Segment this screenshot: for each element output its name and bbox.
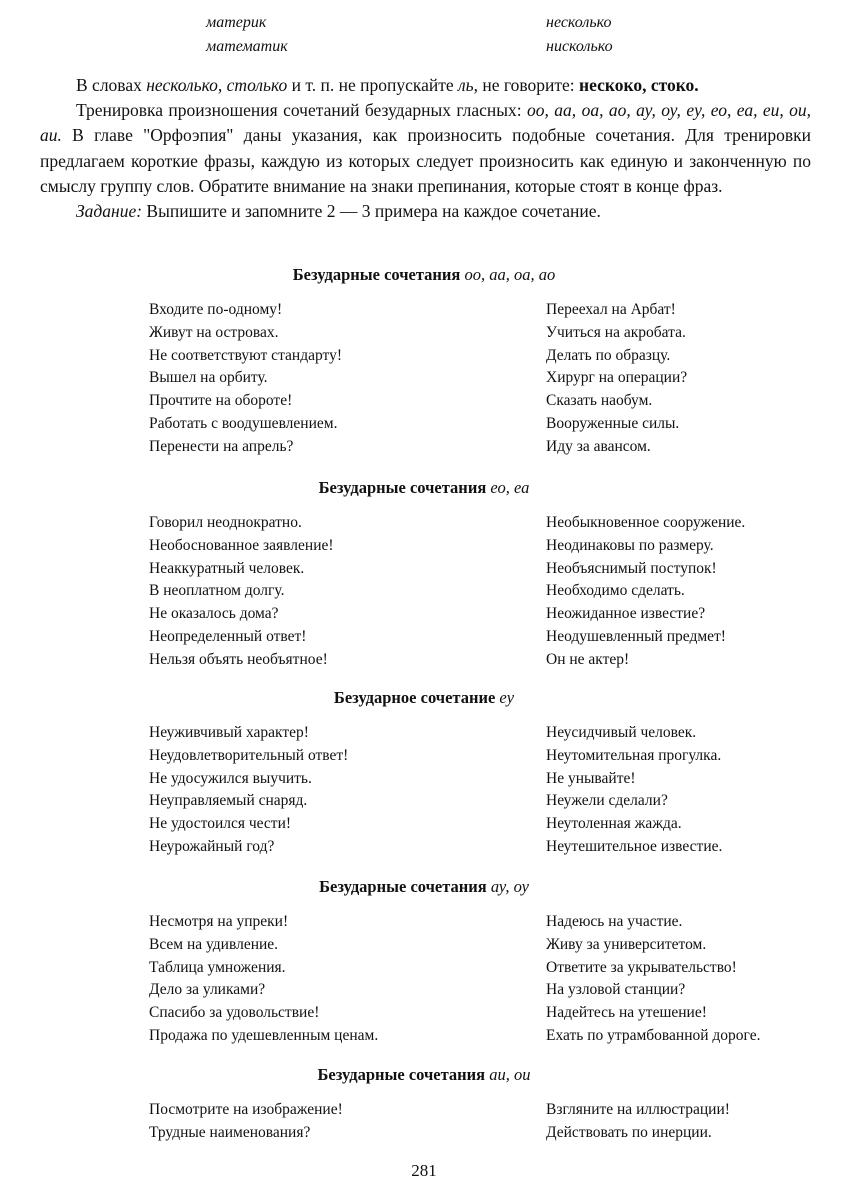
phrase-line: Вышел на орбиту. bbox=[149, 369, 268, 387]
phrase-line: Неудовлетворительный ответ! bbox=[149, 746, 349, 764]
phrase-line: Посмотрите на изображение! bbox=[149, 1101, 343, 1118]
section-title-text: Безударные сочетания bbox=[318, 478, 487, 497]
text-run-italic: несколько, столько bbox=[146, 75, 288, 95]
exercise-section bbox=[0, 686, 848, 855]
phrase-line: Работать с воодушевлением. bbox=[149, 414, 338, 432]
phrase-line: Продажа по удешевленным ценам. bbox=[149, 1026, 379, 1044]
phrase-line: Таблица умножения. bbox=[149, 958, 286, 976]
phrase-column-right bbox=[546, 1099, 836, 1145]
phrase-line: Говорил неоднократно. bbox=[149, 514, 302, 531]
word-right: несколько bbox=[546, 14, 612, 31]
phrase-line: Прочтите на обороте! bbox=[149, 392, 293, 410]
section-title-vowels: ау, оу bbox=[490, 877, 529, 896]
phrase-line: Живут на островах. bbox=[149, 323, 279, 341]
text-run-italic: оо, аа, оа, ао, ау, оу, еу, ео, еа, еи, ои, аи. bbox=[40, 100, 811, 146]
text-run: , не говорите: bbox=[473, 75, 580, 95]
phrase-line: Неурожайный год? bbox=[149, 837, 275, 855]
exercise-section bbox=[0, 476, 848, 668]
phrase-line: Необъяснимый поступок! bbox=[546, 559, 717, 577]
phrase-line: Хирург на операции? bbox=[546, 369, 688, 387]
paragraph-pronunciation-rule bbox=[40, 73, 811, 98]
phrase-line: Ехать по утрамбованной дороге. bbox=[546, 1026, 761, 1044]
phrase-line: Делать по образцу. bbox=[546, 346, 671, 364]
phrase-line: Взгляните на иллюстрации! bbox=[546, 1101, 730, 1118]
phrase-line: Не удосужился выучить. bbox=[149, 769, 312, 787]
phrase-line: Неаккуратный человек. bbox=[149, 559, 305, 577]
phrase-line: Входите по-одному! bbox=[149, 301, 283, 318]
phrase-line: В неоплатном долгу. bbox=[149, 582, 285, 600]
phrase-line: Иду за авансом. bbox=[546, 437, 651, 455]
section-title-vowels: аи, ои bbox=[489, 1065, 531, 1084]
phrase-line: Не соответствуют стандарту! bbox=[149, 346, 342, 364]
task-label: Задание: bbox=[76, 201, 143, 222]
phrase-line: Необоснованное заявление! bbox=[149, 536, 334, 554]
section-title-text: Безударные сочетания bbox=[317, 1065, 486, 1084]
paragraph-task bbox=[40, 199, 811, 224]
section-title-vowels: оо, аа, оа, ао bbox=[464, 265, 556, 284]
phrase-line: Неутомительная прогулка. bbox=[546, 746, 722, 764]
phrase-line: Всем на удивление. bbox=[149, 935, 279, 953]
phrase-line: Живу за университетом. bbox=[546, 935, 707, 953]
phrase-line: Надеюсь на участие. bbox=[546, 913, 683, 930]
phrase-line: Дело за уликами? bbox=[149, 981, 266, 999]
phrase-line: Неутоленная жажда. bbox=[546, 815, 682, 833]
phrase-line: На узловой станции? bbox=[546, 981, 686, 999]
phrase-line: Не унывайте! bbox=[546, 769, 636, 787]
phrase-line: Надейтесь на утешение! bbox=[546, 1004, 707, 1022]
paragraph-training bbox=[40, 98, 811, 199]
phrase-line: Не оказалось дома? bbox=[149, 605, 279, 623]
phrase-line: Неусидчивый человек. bbox=[546, 724, 697, 741]
phrase-column-right bbox=[546, 911, 836, 1048]
exercise-section bbox=[0, 1063, 848, 1141]
phrase-line: Не удостоился чести! bbox=[149, 815, 292, 833]
phrase-column-right bbox=[546, 512, 836, 672]
section-title bbox=[0, 263, 848, 287]
phrase-line: Переехал на Арбат! bbox=[546, 301, 676, 318]
phrase-line: Необыкновенное сооружение. bbox=[546, 514, 746, 531]
phrase-column-left bbox=[149, 512, 529, 672]
text-run-bold: нескоко, стоко. bbox=[579, 75, 699, 95]
phrase-column-left bbox=[149, 911, 529, 1048]
section-title-text: Безударные сочетания bbox=[292, 265, 461, 284]
phrase-column-right bbox=[546, 299, 836, 459]
phrase-line: Ответите за укрывательство! bbox=[546, 958, 737, 976]
text-run: Выпишите и запомните 2 — 3 примера на каждое сочетание. bbox=[142, 201, 601, 222]
word-pair-row bbox=[0, 38, 848, 62]
phrase-column-right bbox=[546, 722, 836, 859]
phrase-line: Неодушевленный предмет! bbox=[546, 627, 726, 645]
phrase-line: Действовать по инерции. bbox=[546, 1123, 712, 1141]
section-title-vowels: ео, еа bbox=[490, 478, 530, 497]
page-number: 281 bbox=[411, 1161, 437, 1180]
section-title bbox=[0, 875, 848, 899]
text-run: Тренировка произношения сочетаний безударных гласных: bbox=[76, 100, 528, 121]
phrase-line: Неожиданное известие? bbox=[546, 605, 706, 623]
intro-text bbox=[40, 73, 811, 224]
phrase-line: Учиться на акробата. bbox=[546, 323, 686, 341]
phrase-line: Неуживчивый характер! bbox=[149, 724, 309, 741]
exercise-section bbox=[0, 875, 848, 1044]
phrase-line: Несмотря на упреки! bbox=[149, 913, 289, 930]
word-left: математик bbox=[206, 38, 288, 55]
phrase-line: Трудные наименования? bbox=[149, 1123, 311, 1141]
section-title-text: Безударное сочетание bbox=[333, 688, 496, 707]
phrase-column-left bbox=[149, 1099, 529, 1145]
word-right: нисколько bbox=[546, 38, 613, 55]
text-run: и т. п. не пропускайте bbox=[287, 75, 458, 95]
phrase-line: Спасибо за удовольствие! bbox=[149, 1004, 320, 1022]
phrase-line: Сказать наобум. bbox=[546, 392, 653, 410]
phrase-column-left bbox=[149, 299, 529, 459]
section-title bbox=[0, 476, 848, 500]
section-title-vowels: еу bbox=[499, 688, 515, 707]
phrase-line: Неуправляемый снаряд. bbox=[149, 792, 308, 810]
word-pair-row bbox=[0, 14, 848, 38]
phrase-line: Неопределенный ответ! bbox=[149, 627, 307, 645]
top-word-pairs bbox=[0, 14, 848, 62]
word-left: материк bbox=[206, 14, 267, 31]
phrase-line: Неутешительное известие. bbox=[546, 837, 723, 855]
phrase-line: Перенести на апрель? bbox=[149, 437, 294, 455]
phrase-line: Неодинаковы по размеру. bbox=[546, 536, 714, 554]
text-run: В словах bbox=[76, 75, 147, 95]
section-title bbox=[0, 1063, 848, 1087]
text-run: В главе "Орфоэпия" даны указания, как произносить подобные сочетания. Для тренировки предлагаем короткие фразы, каждую из которых следует произносить как единую и законченную по смыслу группу слов. Обратите внимание на знаки препинания, которые стоят в конце фраз. bbox=[40, 125, 811, 196]
exercise-section bbox=[0, 263, 848, 455]
phrase-line: Вооруженные силы. bbox=[546, 414, 680, 432]
phrase-column-left bbox=[149, 722, 529, 859]
phrase-line: Неужели сделали? bbox=[546, 792, 668, 810]
phrase-line: Нельзя объять необъятное! bbox=[149, 650, 328, 668]
phrase-line: Необходимо сделать. bbox=[546, 582, 685, 600]
phrase-line: Он не актер! bbox=[546, 650, 630, 668]
text-run-italic: ль bbox=[458, 75, 474, 95]
section-title bbox=[0, 686, 848, 710]
section-title-text: Безударные сочетания bbox=[319, 877, 487, 896]
